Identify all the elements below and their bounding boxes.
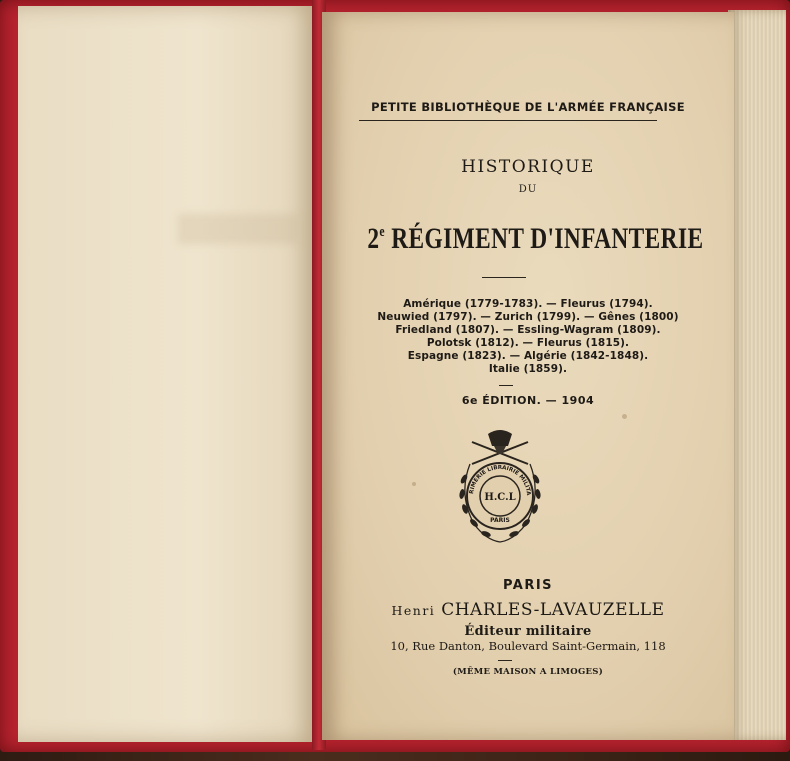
campaign-line: Polotsk (1812). — Fleurus (1815). [426, 337, 630, 349]
series-rule [359, 120, 657, 121]
campaign-line: Friedland (1807). — Essling-Wagram (1809). [395, 324, 661, 336]
campaign-line: Espagne (1823). — Algérie (1842-1848). [407, 350, 649, 362]
publisher-name [322, 600, 734, 620]
seal-monogram: H.C.L [484, 492, 516, 503]
publisher-first-name: Henri [391, 603, 436, 618]
regiment-ordinal: e [379, 224, 386, 240]
regiment-name: RÉGIMENT D'INFANTERIE [391, 222, 704, 255]
regiment-number: 2 [367, 222, 380, 255]
campaign-line: Neuwied (1797). — Zurich (1799). — Gênes (1800) [377, 311, 679, 323]
imprint-city: PARIS [502, 578, 554, 593]
show-through-text [178, 214, 298, 244]
publisher-role: Éditeur militaire [464, 624, 592, 639]
title-rule [482, 277, 526, 278]
publisher-seal-emblem [450, 424, 550, 550]
publisher-branch: (MÊME MAISON A LIMOGES) [452, 667, 604, 677]
foxing-spot [412, 482, 416, 486]
campaign-line: Italie (1859). [488, 363, 568, 375]
left-blank-page [18, 6, 318, 742]
publisher-address: 10, Rue Danton, Boulevard Saint-Germain, 118 [390, 639, 666, 653]
campaign-rule [499, 385, 513, 386]
imprint-rule [498, 660, 512, 661]
heading: HISTORIQUE [461, 157, 595, 177]
campaign-line: Amérique (1779-1783). — Fleurus (1794). [403, 298, 653, 310]
publisher-last-name: CHARLES-LAVAUZELLE [441, 600, 665, 620]
connector: DU [518, 184, 538, 195]
seal-ring-text: RIMERIE LIBRAIRIE MILITA [469, 464, 532, 496]
page-edges [728, 10, 786, 740]
title-page [322, 12, 734, 740]
regiment-title [367, 222, 704, 256]
edition: 6e ÉDITION. — 1904 [461, 394, 595, 407]
foxing-spot [622, 414, 627, 419]
seal-city: PARIS [490, 517, 510, 524]
series-title: PETITE BIBLIOTHÈQUE DE L'ARMÉE FRANÇAISE [371, 100, 685, 114]
